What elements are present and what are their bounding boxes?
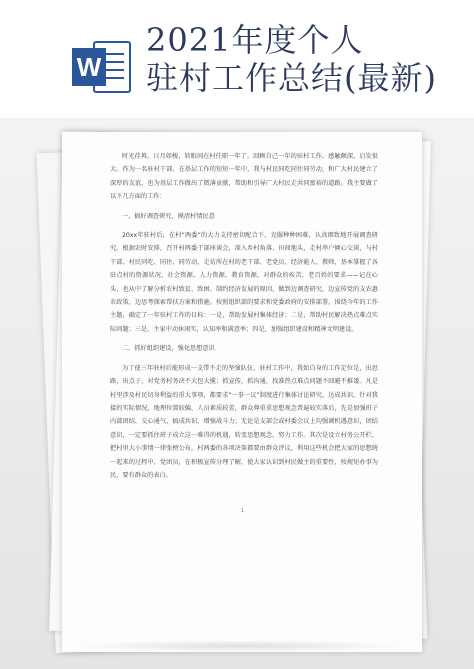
document-paragraph: 20xx年驻村后，在村“两委”的大力支持密切配合下，克服种种困难，认真细致地开展调查研究。根据农时安排，召开村两委干部座谈会，深入乡村角落、田间地头，走村串户倾心交谈，与村干部、村民同吃、同住、同劳动，走访所在村的老干部、老党员、经济能人、教师，基本掌握了各驻点村的资源状况、社会资源、人力资源、教育资源，对群众的疾苦，老百姓的要求——记在心头，也从中了解分析农村致贫、致困、制约经济发展的原因，做到边调查研究，边宣传党的支农惠农政策，边思考探索帮扶方案和措施。按照组织部的要求和党委政府的安排部署，围绕今年的工作主题，确定了一年驻村工作的目标：一是，帮助发展村集体经济；二是，帮助村民解决热点难点实际问题；三是，主家中动休闲实，认知率和满意率；四是，加强组织建设和精神文明建设。 bbox=[110, 232, 378, 333]
word-icon bbox=[72, 40, 132, 94]
title-banner bbox=[0, 0, 474, 118]
page-title-line2: 驻村工作总结(最新) bbox=[146, 59, 437, 97]
page-title-line1: 2021年度个人 bbox=[146, 21, 364, 59]
document-paragraph: 为了使三年驻村后能形成一支带不走的坚强队伍，驻村工作中，我始自身的工作定位是，出思路，出点子，对党务村务决不大包大揽；抓宣传，抓沟通，找准热点难点问题不回避不推诿。凡是村里涉及村民切身利益的重大事项，都要求“一事一议”制度进行集体讨论研究，达成共识。针对我接的实际情况，地理位置较偏，人员素质较差，群众尊重重思想观念普遍较实落后，先是加强班子内部团结，交心通气，搞成共识，增强战斗力；无论是支部会或村委会议上均强调机遇意识，团结意识，一定要抓住班子成立这一难得的机遇，转变思想观念，努力工作。其次是设立村务公开栏，把村里大小事情一律张榜公布，村两委的各项决策都要由群众评议，利用这些机会把大家的思想统一起来的过程中，党团员，在积极宣传分理了解，使大家认识到村民做主的重要性，按规矩办事为民，要有群众的表白。 bbox=[110, 364, 378, 479]
section-heading: 一、搞好调查研究，摸清村情民意 bbox=[122, 212, 215, 220]
document-body bbox=[110, 150, 378, 486]
word-logo-letter: W bbox=[76, 52, 102, 82]
section-heading: 二、抓好组织建设，强化思想意识 bbox=[122, 345, 215, 353]
page-number: 1 bbox=[241, 508, 245, 514]
sheet-shadow bbox=[70, 640, 410, 652]
document-paragraph: 时光荏苒，日月如梭，转眼间在村任职一年了。回顾自己一年的驻村工作，感触颇深，启发很大。作为一名驻村干部，在基层工作的短短一年中，我与村民同吃同住同劳动，和广大村民建立了深厚的友谊，也为基层工作做出了微薄贡献，帮助和引导广大村民走共同富裕的道路。我主要做了以下几方面的工作： bbox=[110, 153, 378, 201]
